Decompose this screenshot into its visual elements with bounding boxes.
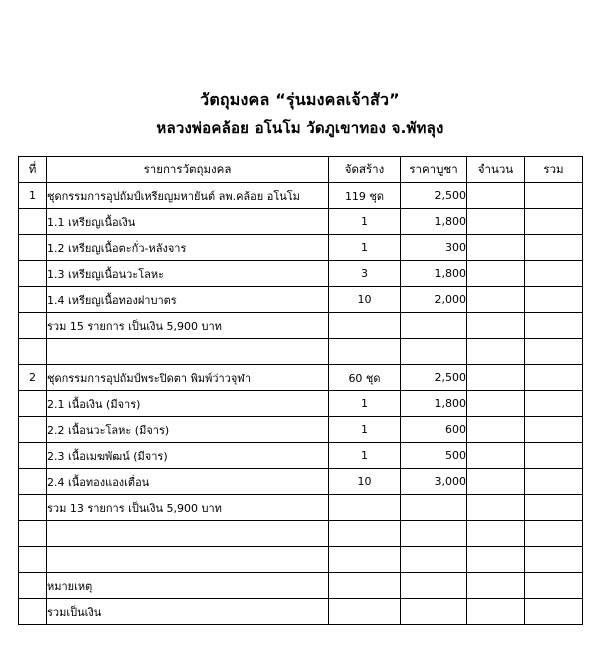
cell-no: [19, 417, 47, 443]
cell-total[interactable]: [525, 521, 583, 547]
cell-made: 10: [329, 287, 401, 313]
cell-qty[interactable]: [467, 599, 525, 625]
document-title-primary: วัตถุมงคล “รุ่นมงคลเจ้าสัว”: [200, 90, 400, 109]
cell-price: 1,800: [401, 261, 467, 287]
cell-no: 1: [19, 183, 47, 209]
table-row: [19, 391, 583, 417]
table-body: [19, 183, 583, 625]
table-row: [19, 417, 583, 443]
cell-price: 1,800: [401, 209, 467, 235]
cell-total[interactable]: [525, 495, 583, 521]
cell-price: 2,500: [401, 365, 467, 391]
column-header-made: จัดสร้าง: [329, 157, 401, 183]
cell-no: [19, 495, 47, 521]
column-header-no: ที่: [19, 157, 47, 183]
cell-description: [47, 339, 329, 365]
cell-total[interactable]: [525, 235, 583, 261]
cell-qty[interactable]: [467, 469, 525, 495]
cell-qty[interactable]: [467, 391, 525, 417]
cell-price: 2,000: [401, 287, 467, 313]
cell-qty[interactable]: [467, 573, 525, 599]
cell-total[interactable]: [525, 547, 583, 573]
cell-description: 1.2 เหรียญเนื้อตะกั่ว-หลังจาร: [47, 235, 329, 261]
cell-no: [19, 547, 47, 573]
cell-made: [329, 495, 401, 521]
cell-made: 1: [329, 235, 401, 261]
cell-description: รวม 15 รายการ เป็นเงิน 5,900 บาท: [47, 313, 329, 339]
cell-made: [329, 599, 401, 625]
table-row: [19, 469, 583, 495]
cell-description: [47, 547, 329, 573]
cell-total[interactable]: [525, 573, 583, 599]
cell-price: [401, 339, 467, 365]
cell-price: 600: [401, 417, 467, 443]
cell-made: [329, 313, 401, 339]
cell-no: 2: [19, 365, 47, 391]
cell-qty[interactable]: [467, 521, 525, 547]
cell-qty[interactable]: [467, 183, 525, 209]
cell-total[interactable]: [525, 209, 583, 235]
cell-price: [401, 313, 467, 339]
cell-total[interactable]: [525, 443, 583, 469]
cell-description: 1.4 เหรียญเนื้อทองฝาบาตร: [47, 287, 329, 313]
cell-no: [19, 313, 47, 339]
cell-made: [329, 547, 401, 573]
cell-qty[interactable]: [467, 443, 525, 469]
cell-made: [329, 573, 401, 599]
table-row: [19, 261, 583, 287]
cell-no: [19, 521, 47, 547]
cell-qty[interactable]: [467, 417, 525, 443]
cell-qty[interactable]: [467, 547, 525, 573]
cell-made: [329, 521, 401, 547]
table-header-row: [19, 157, 583, 183]
cell-qty[interactable]: [467, 287, 525, 313]
document-header: [0, 0, 600, 142]
cell-description: [47, 521, 329, 547]
cell-description: 2.2 เนื้อนวะโลหะ (มีจาร): [47, 417, 329, 443]
table-row: [19, 209, 583, 235]
cell-total[interactable]: [525, 469, 583, 495]
cell-description: รวมเป็นเงิน: [47, 599, 329, 625]
document-title-secondary: หลวงพ่อคล้อย อโนโม วัดภูเขาทอง จ.พัทลุง: [156, 119, 444, 137]
cell-made: 1: [329, 209, 401, 235]
table-row: [19, 339, 583, 365]
table-row: [19, 521, 583, 547]
cell-price: [401, 573, 467, 599]
cell-description: 1.3 เหรียญเนื้อนวะโลหะ: [47, 261, 329, 287]
table-row: [19, 599, 583, 625]
column-header-qty: จำนวน: [467, 157, 525, 183]
cell-qty[interactable]: [467, 339, 525, 365]
cell-total[interactable]: [525, 599, 583, 625]
cell-qty[interactable]: [467, 365, 525, 391]
cell-description: ชุดกรรมการอุปถัมป์เหรียญมหายันต์ ลพ.คล้อย อโนโม: [47, 183, 329, 209]
cell-made: 60 ชุด: [329, 365, 401, 391]
cell-qty[interactable]: [467, 209, 525, 235]
cell-total[interactable]: [525, 261, 583, 287]
cell-no: [19, 339, 47, 365]
cell-total[interactable]: [525, 287, 583, 313]
cell-total[interactable]: [525, 313, 583, 339]
table-row: [19, 235, 583, 261]
column-header-description: รายการวัตถุมงคล: [47, 157, 329, 183]
cell-total[interactable]: [525, 365, 583, 391]
cell-price: 500: [401, 443, 467, 469]
cell-description: รวม 13 รายการ เป็นเงิน 5,900 บาท: [47, 495, 329, 521]
cell-no: [19, 235, 47, 261]
cell-description: 1.1 เหรียญเนื้อเงิน: [47, 209, 329, 235]
cell-price: [401, 521, 467, 547]
cell-made: 10: [329, 469, 401, 495]
table-row: [19, 573, 583, 599]
cell-description: 2.3 เนื้อเมฆพัฒน์ (มีจาร): [47, 443, 329, 469]
cell-made: 1: [329, 417, 401, 443]
cell-price: 300: [401, 235, 467, 261]
table-header: [19, 157, 583, 183]
table-row: [19, 365, 583, 391]
cell-qty[interactable]: [467, 261, 525, 287]
table-row: [19, 183, 583, 209]
cell-no: [19, 443, 47, 469]
table-row: [19, 547, 583, 573]
price-table: [18, 156, 583, 625]
cell-qty[interactable]: [467, 495, 525, 521]
cell-made: 3: [329, 261, 401, 287]
table-row: [19, 287, 583, 313]
cell-made: 119 ชุด: [329, 183, 401, 209]
column-header-total: รวม: [525, 157, 583, 183]
table-row: [19, 313, 583, 339]
cell-made: 1: [329, 443, 401, 469]
cell-description: หมายเหตุ: [47, 573, 329, 599]
cell-no: [19, 209, 47, 235]
cell-qty[interactable]: [467, 313, 525, 339]
cell-no: [19, 287, 47, 313]
cell-price: [401, 599, 467, 625]
cell-made: 1: [329, 391, 401, 417]
cell-description: 2.4 เนื้อทองแองเตื่อน: [47, 469, 329, 495]
cell-price: 3,000: [401, 469, 467, 495]
cell-total[interactable]: [525, 417, 583, 443]
cell-price: [401, 495, 467, 521]
cell-total[interactable]: [525, 339, 583, 365]
cell-price: 1,800: [401, 391, 467, 417]
cell-description: 2.1 เนื้อเงิน (มีจาร): [47, 391, 329, 417]
cell-price: 2,500: [401, 183, 467, 209]
cell-no: [19, 391, 47, 417]
table-row: [19, 495, 583, 521]
table-row: [19, 443, 583, 469]
column-header-price: ราคาบูชา: [401, 157, 467, 183]
cell-description: ชุดกรรมการอุปถัมป์พระปิดตา พิมพ์ว่าวจุฬา: [47, 365, 329, 391]
cell-no: [19, 573, 47, 599]
cell-price: [401, 547, 467, 573]
cell-no: [19, 261, 47, 287]
price-table-container: [18, 156, 582, 625]
cell-made: [329, 339, 401, 365]
cell-total[interactable]: [525, 183, 583, 209]
cell-total[interactable]: [525, 391, 583, 417]
cell-no: [19, 599, 47, 625]
cell-qty[interactable]: [467, 235, 525, 261]
cell-no: [19, 469, 47, 495]
